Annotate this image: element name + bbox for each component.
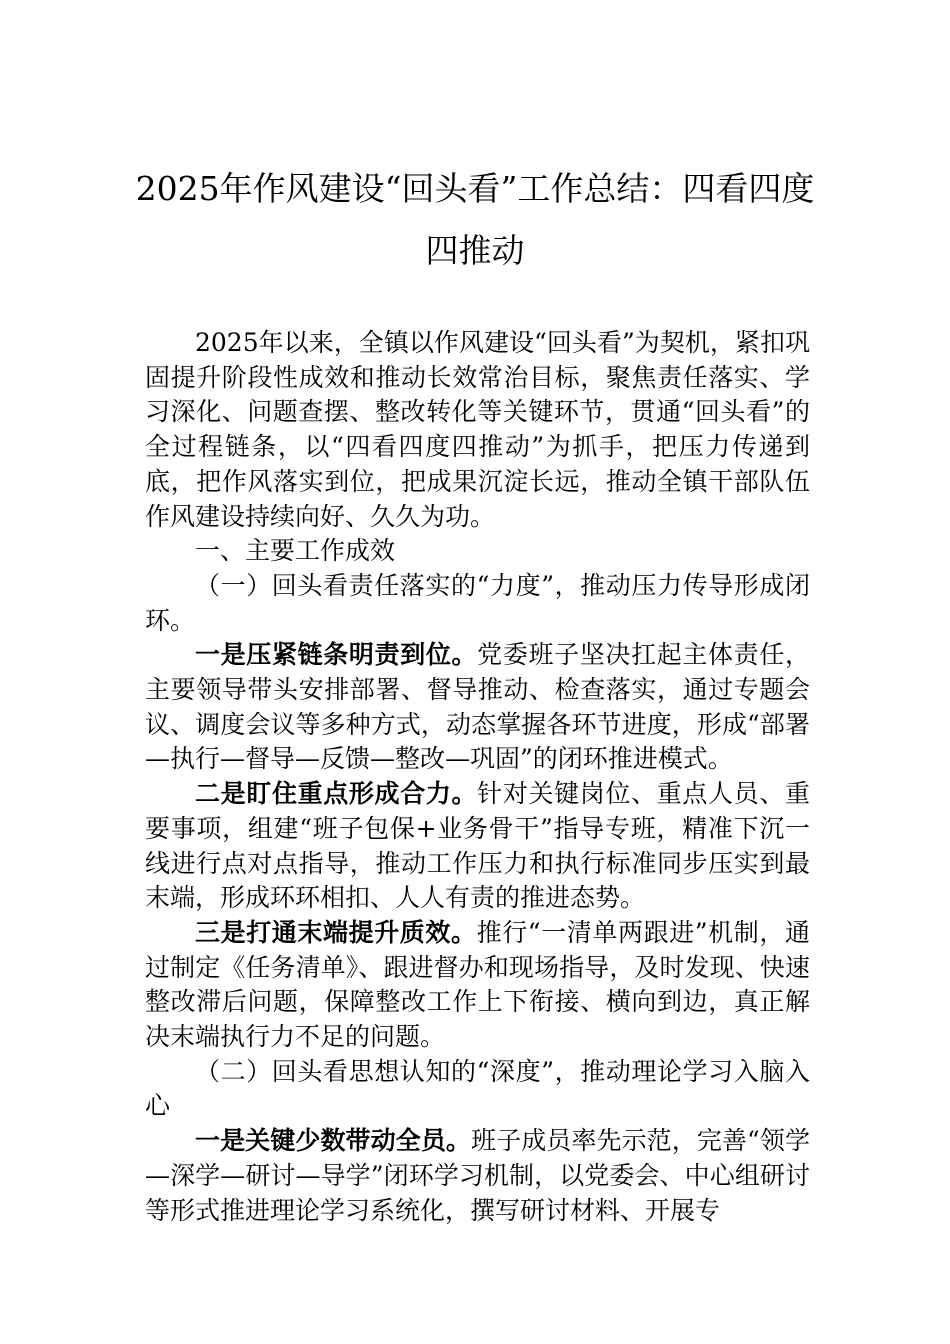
paragraph-1 bbox=[145, 638, 810, 777]
paragraph-2-body: 针对关键岗位、重点人员、重要事项，组建“班子包保+业务骨干”指导专班，精准下沉一线进行点对点指导，推动工作压力和执行标准同步压实到最末端，形成环环相扣、人人有责的推进态势。 bbox=[145, 779, 810, 913]
section-heading-1: 一、主要工作成效 bbox=[195, 536, 396, 566]
paragraph-4-body: 班子成员率先示范，完善“领学—深学—研讨—导学”闭环学习机制，以党委会、中心组研讨等形式推进理论学习系统化，撰写研讨材料、开展专 bbox=[145, 1126, 810, 1225]
paragraph-2 bbox=[145, 777, 810, 916]
subsection-heading-2: （二）回头看思想认知的“深度”，推动理论学习入脑入心 bbox=[145, 1056, 810, 1121]
paragraph-1-lead: 一是压紧链条明责到位。 bbox=[195, 640, 478, 670]
paragraph-3-lead: 三是打通末端提升质效。 bbox=[195, 917, 477, 947]
paragraph-4 bbox=[145, 1124, 810, 1228]
paragraph-4-lead: 一是关键少数带动全员。 bbox=[195, 1126, 472, 1156]
document-title: 2025年作风建设“回头看”工作总结：四看四度四推动 bbox=[135, 169, 815, 270]
subsection-heading-1: （一）回头看责任落实的“力度”，推动压力传导形成闭环。 bbox=[145, 570, 810, 635]
paragraph-3-body: 推行“一清单两跟进”机制，通过制定《任务清单》、跟进督办和现场指导，及时发现、快速整改滞后问题，保障整改工作上下衔接、横向到边，真正解决末端执行力不足的问题。 bbox=[145, 917, 810, 1052]
intro-paragraph: 2025年以来，全镇以作风建设“回头看”为契机，紧扣巩固提升阶段性成效和推动长效常治目标，聚焦责任落实、学习深化、问题查摆、整改转化等关键环节，贯通“回头看”的全过程链条，以“四看四度四推动”为抓手，把压力传递到底，把作风落实到位，把成果沉淀长远，推动全镇干部队伍作风建设持续向好、久久为功。 bbox=[145, 328, 810, 531]
paragraph-1-body: 党委班子坚决扛起主体责任，主要领导带头安排部署、督导推动、检查落实，通过专题会议、调度会议等多种方式，动态掌握各环节进度，形成“部署—执行—督导—反馈—整改—巩固”的闭环推进模式。 bbox=[145, 640, 810, 774]
paragraph-3 bbox=[145, 916, 810, 1055]
paragraph-2-lead: 二是盯住重点形成合力。 bbox=[195, 779, 478, 809]
document-body bbox=[145, 326, 810, 1228]
